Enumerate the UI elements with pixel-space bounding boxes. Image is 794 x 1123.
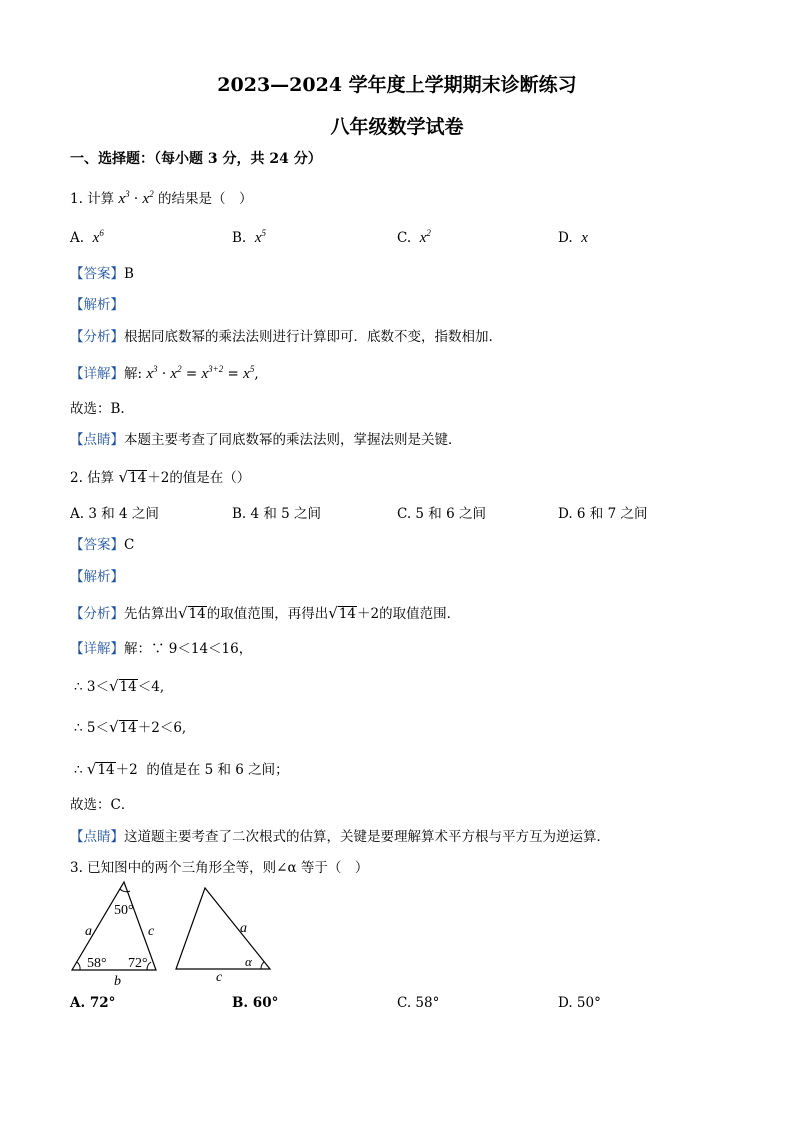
q1-conclusion: 故选：B. <box>70 401 125 417</box>
q2-step-1: ∴ 3＜√14＜4, <box>74 677 165 695</box>
q2-option-d: D. 6 和 7 之间 <box>558 506 648 522</box>
q1-comment: 【点睛】本题主要考查了同底数幂的乘法法则，掌握法则是关键． <box>70 432 462 448</box>
triangle-1-left-angle: 58° <box>87 956 107 971</box>
q3-option-b: B. 60° <box>232 995 279 1011</box>
triangle-1-left-arc <box>77 962 80 970</box>
q1-stem: 1. 计算 $x^3 \cdot x^2$ 的结果是（ ） <box>70 189 253 207</box>
q2-option-b: B. 4 和 5 之间 <box>232 506 322 522</box>
document-subtitle: 八年级数学试卷 <box>330 116 464 138</box>
triangle-1-side-a: a <box>85 924 92 939</box>
q2-detail: 【详解】解：∵ 9＜14＜16， <box>70 641 253 657</box>
q1-option-d: D. x <box>558 230 588 246</box>
triangle-1-right-angle: 72° <box>128 956 148 971</box>
document-title: 2023—2024 学年度上学期期末诊断练习 <box>217 74 577 96</box>
q1-fenxi: 【分析】根据同底数幂的乘法法则进行计算即可．底数不变，指数相加. <box>70 329 493 345</box>
triangle-1-top-arc <box>120 889 130 892</box>
q1-answer: 【答案】B <box>70 266 134 282</box>
triangle-2-angle-arc <box>261 962 264 969</box>
q1-option-a: A. $x^6$ <box>70 228 104 246</box>
q2-conclusion: 故选：C． <box>70 797 135 813</box>
triangle-2-angle-alpha: α <box>245 954 252 969</box>
q2-option-a: A. 3 和 4 之间 <box>70 506 159 522</box>
triangle-2-side-a: a <box>240 921 247 936</box>
q2-step-3: ∴ √14＋2 的值是在 5 和 6 之间； <box>74 760 289 778</box>
triangle-1-side-c: c <box>148 924 155 939</box>
q2-answer: 【答案】C <box>70 537 135 553</box>
q3-stem: 3. 已知图中的两个三角形全等，则∠α 等于（ ） <box>70 860 369 876</box>
q1-option-c: C. $x^2$ <box>397 228 431 246</box>
q3-option-d: D. 50° <box>558 995 601 1011</box>
triangle-2-side-c: c <box>216 970 223 985</box>
q2-step-2: ∴ 5＜√14＋2＜6, <box>74 718 187 736</box>
congruent-triangles-figure <box>60 878 290 988</box>
q1-analysis-tag: 【解析】 <box>70 297 124 313</box>
q2-comment: 【点睛】这道题主要考查了二次根式的估算，关键是要理解算术平方根与平方互为逆运算． <box>70 829 610 845</box>
q2-fenxi: 【分析】先估算出√14的取值范围，再得出√14＋2的取值范围． <box>70 604 461 622</box>
triangle-1-side-b: b <box>114 974 121 988</box>
q2-option-c: C. 5 和 6 之间 <box>397 506 486 522</box>
q3-option-a: A. 72° <box>70 995 116 1011</box>
triangle-2 <box>176 888 270 969</box>
section-heading: 一、选择题：（每小题 3 分，共 24 分） <box>70 151 322 167</box>
q3-option-c: C. 58° <box>397 995 440 1011</box>
q2-analysis-tag: 【解析】 <box>70 569 124 585</box>
triangle-1-top-angle: 50° <box>114 903 134 918</box>
q1-detail: 【详解】解: $x^3 \cdot x^2 = x^{3+2} = x^5$, <box>70 364 259 382</box>
q2-stem: 2. 估算 √14＋2的值是在（） <box>70 468 251 486</box>
q1-option-b: B. $x^5$ <box>232 228 266 246</box>
